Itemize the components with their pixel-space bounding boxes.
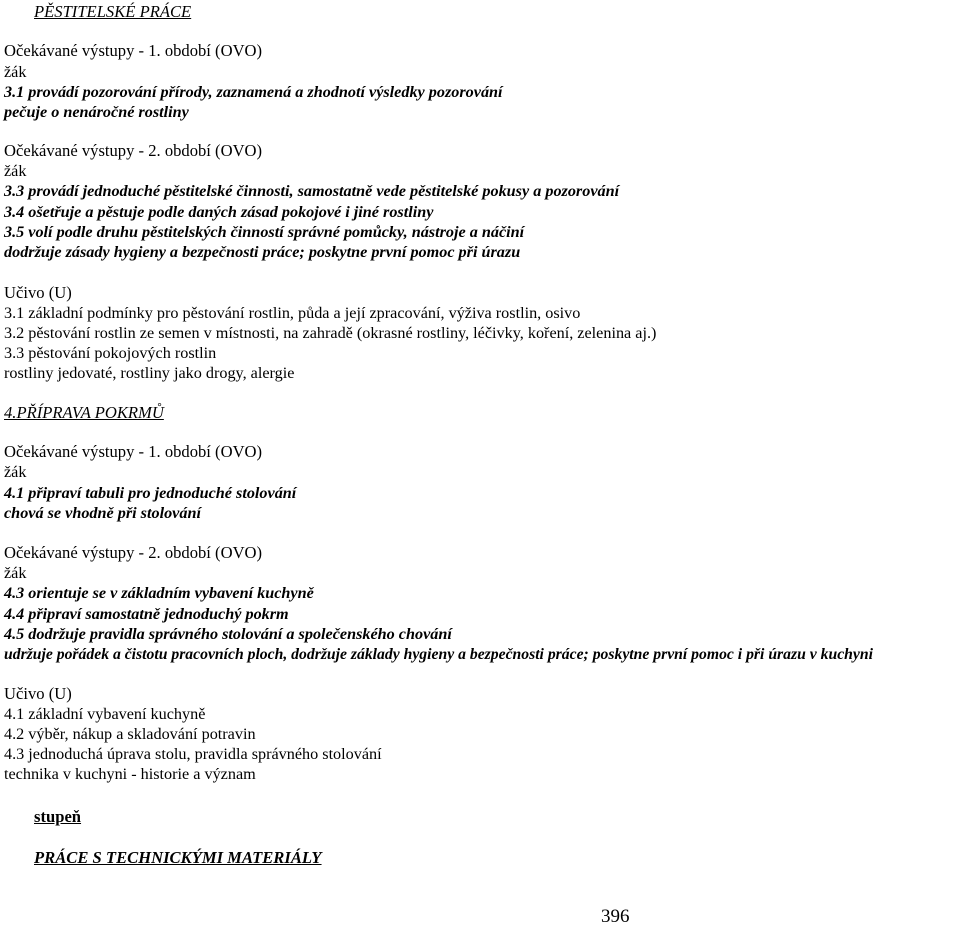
output-line: 4.4 připraví samostatně jednoduchý pokrm xyxy=(4,605,289,623)
period2-subject: žák xyxy=(4,564,27,582)
output-line: udržuje pořádek a čistotu pracovních ploch, dodržuje základy hygieny a bezpečnosti práce; poskytne první pomoc i při úrazu v kuchyni xyxy=(4,646,873,663)
period2-heading: Očekávané výstupy - 2. období (OVO) xyxy=(4,141,263,160)
section-title-pestitelske: PĚSTITELSKÉ PRÁCE xyxy=(34,2,192,21)
period1-heading: Očekávané výstupy - 1. období (OVO) xyxy=(4,41,263,60)
curriculum-line: 4.3 jednoduchá úprava stolu, pravidla správného stolování xyxy=(4,745,382,763)
section-title-priprava: 4.PŘÍPRAVA POKRMŮ xyxy=(4,403,164,422)
output-line: 3.4 ošetřuje a pěstuje podle daných zásad pokojové i jiné rostliny xyxy=(4,203,434,221)
curriculum-heading: Učivo (U) xyxy=(4,283,72,302)
curriculum-line: technika v kuchyni - historie a význam xyxy=(4,765,256,783)
curriculum-line: 4.1 základní vybavení kuchyně xyxy=(4,705,206,723)
output-line: dodržuje zásady hygieny a bezpečnosti práce; poskytne první pomoc při úrazu xyxy=(4,243,521,261)
period1-heading: Očekávané výstupy - 1. období (OVO) xyxy=(4,442,263,461)
next-section-title: PRÁCE S TECHNICKÝMI MATERIÁLY xyxy=(34,848,322,867)
curriculum-line: rostliny jedovaté, rostliny jako drogy, alergie xyxy=(4,364,295,382)
curriculum-line: 3.3 pěstování pokojových rostlin xyxy=(4,344,217,362)
period2-heading: Očekávané výstupy - 2. období (OVO) xyxy=(4,543,263,562)
output-line: chová se vhodně při stolování xyxy=(4,504,201,522)
curriculum-line: 4.2 výběr, nákup a skladování potravin xyxy=(4,725,256,743)
output-line: 4.1 připraví tabuli pro jednoduché stolování xyxy=(4,484,297,502)
page-number: 396 xyxy=(601,906,630,927)
output-line: 3.5 volí podle druhu pěstitelských činností správné pomůcky, nástroje a náčiní xyxy=(4,223,525,241)
period2-subject: žák xyxy=(4,162,27,180)
period1-subject: žák xyxy=(4,63,27,81)
output-line: 4.3 orientuje se v základním vybavení kuchyně xyxy=(4,584,314,602)
output-line: pečuje o nenáročné rostliny xyxy=(4,103,189,121)
curriculum-line: 3.2 pěstování rostlin ze semen v místnosti, na zahradě (okrasné rostliny, léčivky, koření, zelenina aj.) xyxy=(4,324,657,342)
output-line: 3.1 provádí pozorování přírody, zaznamená a zhodnotí výsledky pozorování xyxy=(4,83,503,101)
output-line: 4.5 dodržuje pravidla správného stolování a společenského chování xyxy=(4,625,452,643)
output-line: 3.3 provádí jednoduché pěstitelské činnosti, samostatně vede pěstitelské pokusy a pozorování xyxy=(4,182,620,200)
curriculum-line: 3.1 základní podmínky pro pěstování rostlin, půda a její zpracování, výživa rostlin, osivo xyxy=(4,304,581,322)
period1-subject: žák xyxy=(4,463,27,481)
stupen-label: stupeň xyxy=(34,807,82,826)
curriculum-heading: Učivo (U) xyxy=(4,684,72,703)
